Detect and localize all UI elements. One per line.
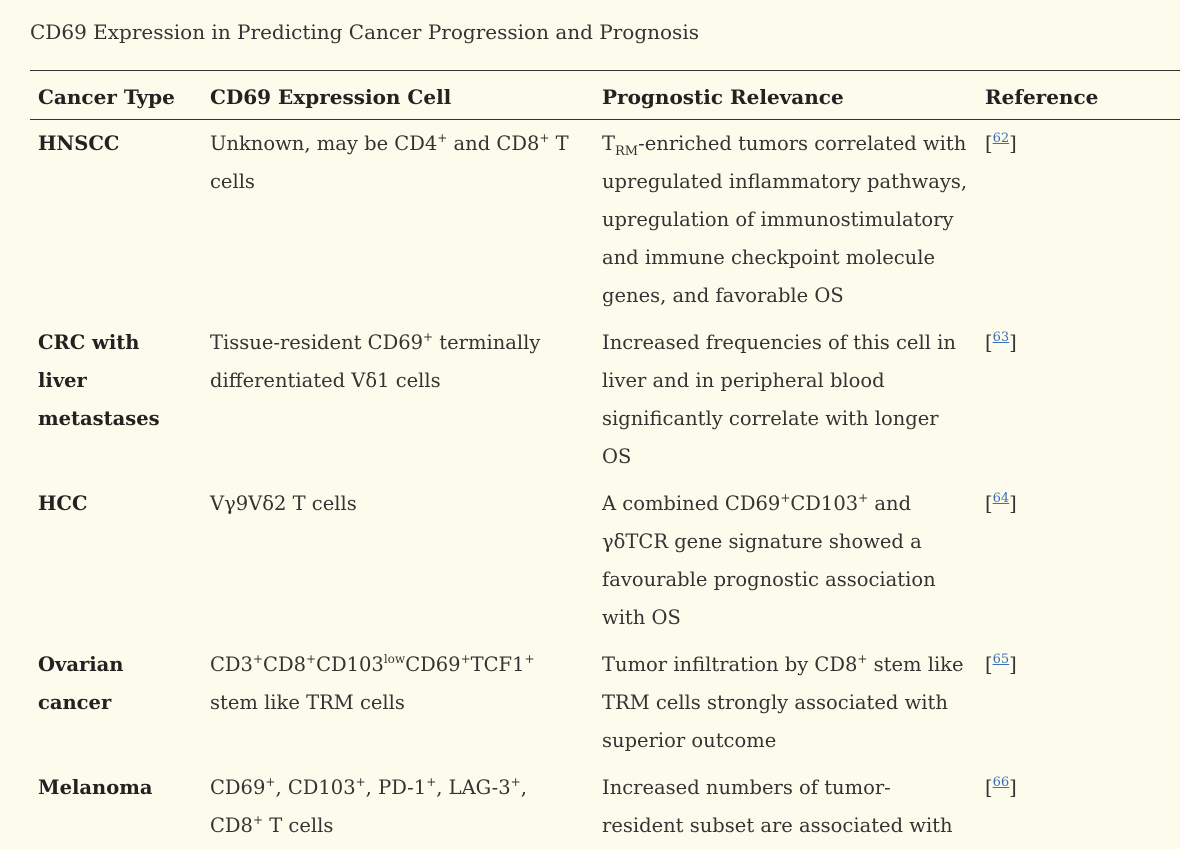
prognostic-relevance-cell: A combined CD69+CD103+ and γδTCR gene signature showed a favourable prognostic association with OS [602,490,936,629]
expression-cell: Unknown, may be CD4+ and CD8+ T cells [210,130,569,193]
header-cancer-type: Cancer Type [30,71,202,120]
expression-cell: $CD3^+CD8^+CD103^{low}CD69^+TCF1^+$ stem like TRM cells [210,651,535,714]
cancer-type-cell: HCC [38,492,88,515]
reference-cell: [$^{65}$] [985,651,1017,676]
expression-cell: CD69+, CD103+, PD-1+, LAG-3+, CD8+ T cells [210,774,527,837]
table-container[interactable] [30,70,1099,837]
header-prognostic-relevance: Prognostic Relevance [594,71,977,120]
header-expression-cell: CD69 Expression Cell [202,71,594,120]
table-row [30,764,1180,849]
cancer-type-cell: Melanoma [38,776,153,799]
reference-cell: [$^{62}$] [985,130,1017,155]
cancer-type-cell: Ovarian cancer [38,653,124,714]
reference-cell: [$^{63}$] [985,329,1017,354]
reference-cell: [$^{66}$] [985,774,1017,799]
reference-cell: [$^{64}$] [985,490,1017,515]
table-row [30,319,1180,480]
reference-link[interactable]: 64 [992,490,1010,506]
expression-cell: Vγ9Vδ2 T cells [210,492,357,515]
table-header-row [30,71,1180,120]
prognostic-relevance-cell: Increased frequencies of this cell in liver and in peripheral blood significantly correlate with longer OS [602,331,956,468]
prognostic-relevance-cell: Tumor infiltration by CD8+ stem like TRM cells strongly associated with superior outcome [602,651,964,752]
reference-link[interactable]: 63 [992,329,1010,345]
reference-link[interactable]: 65 [992,651,1010,667]
table-row [30,120,1180,320]
prognostic-relevance-cell: $T_{RM}$-enriched tumors correlated with upregulated inflammatory pathways, upregulation of immunostimulatory and immune checkpoint molecule genes, and favorable OS [602,132,968,307]
expression-cell: Tissue-resident CD69+ terminally differentiated Vδ1 cells [210,329,541,392]
reference-link[interactable]: 66 [992,774,1010,790]
data-table [30,70,1180,849]
reference-link[interactable]: 62 [992,130,1010,146]
prognostic-relevance-cell: Increased numbers of tumor-resident subset are associated with [602,776,953,837]
table-caption: CD69 Expression in Predicting Cancer Progression and Prognosis [30,20,699,44]
table-row [30,641,1180,764]
header-reference: Reference [977,71,1180,120]
cancer-type-cell: CRC with liver metastases [38,331,160,430]
cancer-type-cell: HNSCC [38,132,120,155]
table-row [30,480,1180,641]
